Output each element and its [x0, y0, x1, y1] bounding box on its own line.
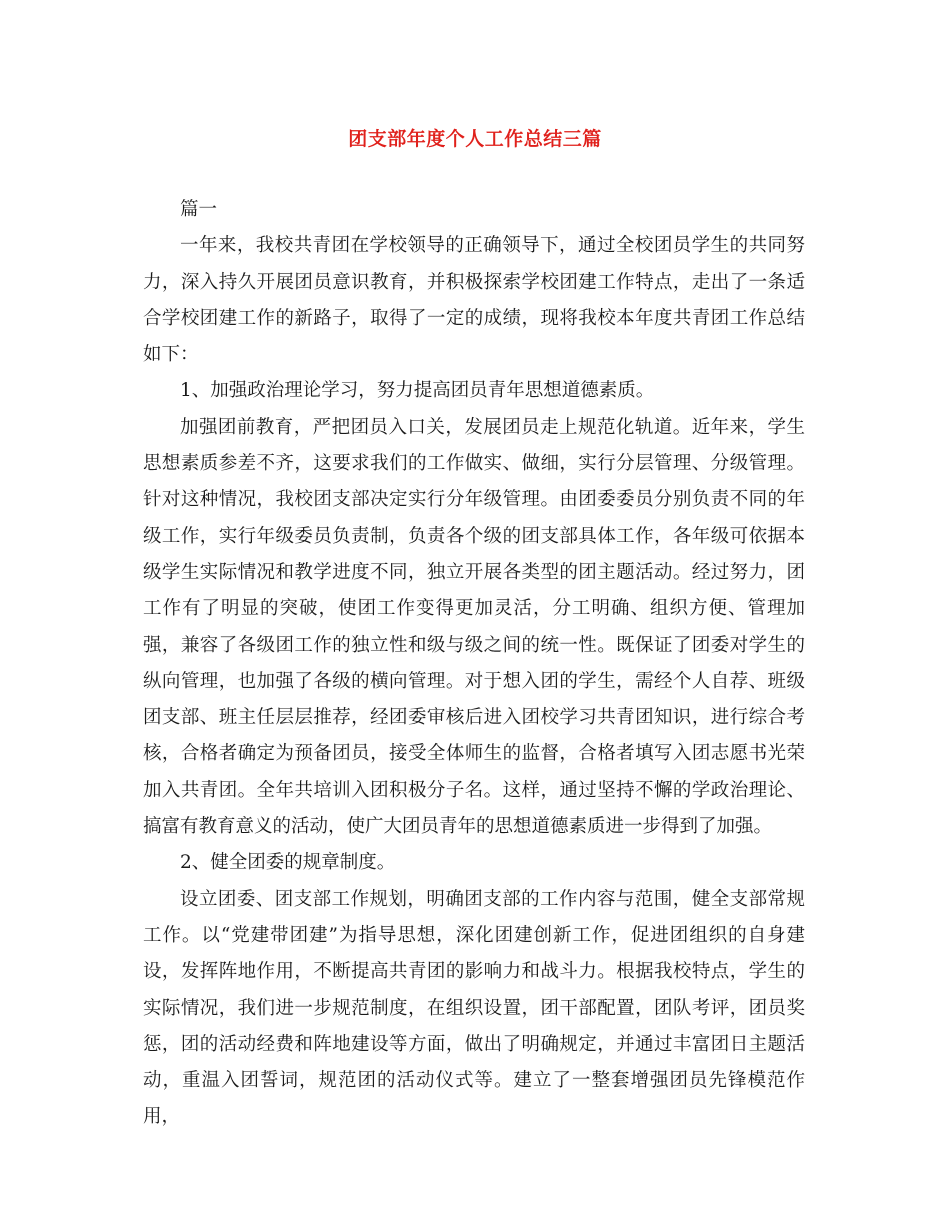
section-heading: 篇一 [180, 199, 218, 220]
document-body [143, 192, 805, 1136]
subheading: 1、加强政治理论学习，努力提高团员青年思想道德素质。 [180, 380, 655, 402]
subheading: 2、健全团委的规章制度。 [180, 852, 396, 874]
paragraph: 设立团委、团支部工作规划，明确团支部的工作内容与范围，健全支部常规工作。以“党建带团建”为指导思想，深化团建创新工作，促进团组织的自身建设，发挥阵地作用，不断提高共青团的影响力和战斗力。根据我校特点，学生的实际情况，我们进一步规范制度，在组织设置，团干部配置，团队考评，团员奖惩，团的活动经费和阵地建设等方面，做出了明确规定，并通过丰富团日主题活动，重温入团誓词，规范团的活动仪式等。建立了一整套增强团员先锋模范作用， [143, 888, 805, 1128]
paragraph: 一年来，我校共青团在学校领导的正确领导下，通过全校团员学生的共同努力，深入持久开展团员意识教育，并积极探索学校团建工作特点，走出了一条适合学校团建工作的新路子，取得了一定的成绩，现将我校本年度共青团工作总结如下： [143, 235, 805, 366]
paragraph: 加强团前教育，严把团员入口关，发展团员走上规范化轨道。近年来，学生思想素质参差不齐，这要求我们的工作做实、做细，实行分层管理、分级管理。针对这种情况，我校团支部决定实行分年级管理。由团委委员分别负责不同的年级工作，实行年级委员负责制，负责各个级的团支部具体工作，各年级可依据本级学生实际情况和教学进度不同，独立开展各类型的团主题活动。经过努力，团工作有了明显的突破，使团工作变得更加灵活，分工明确、组织方便、管理加强，兼容了各级团工作的独立性和级与级之间的统一性。既保证了团委对学生的纵向管理，也加强了各级的横向管理。对于想入团的学生，需经个人自荐、班级团支部、班主任层层推荐，经团委审核后进入团校学习共青团知识，进行综合考核，合格者确定为预备团员，接受全体师生的监督，合格者填写入团志愿书光荣加入共青团。全年共培训入团积极分子名。这样，通过坚持不懈的学政治理论、搞富有教育意义的活动，使广大团员青年的思想道德素质进一步得到了加强。 [143, 416, 805, 838]
document-title: 团支部年度个人工作总结三篇 [348, 128, 602, 150]
